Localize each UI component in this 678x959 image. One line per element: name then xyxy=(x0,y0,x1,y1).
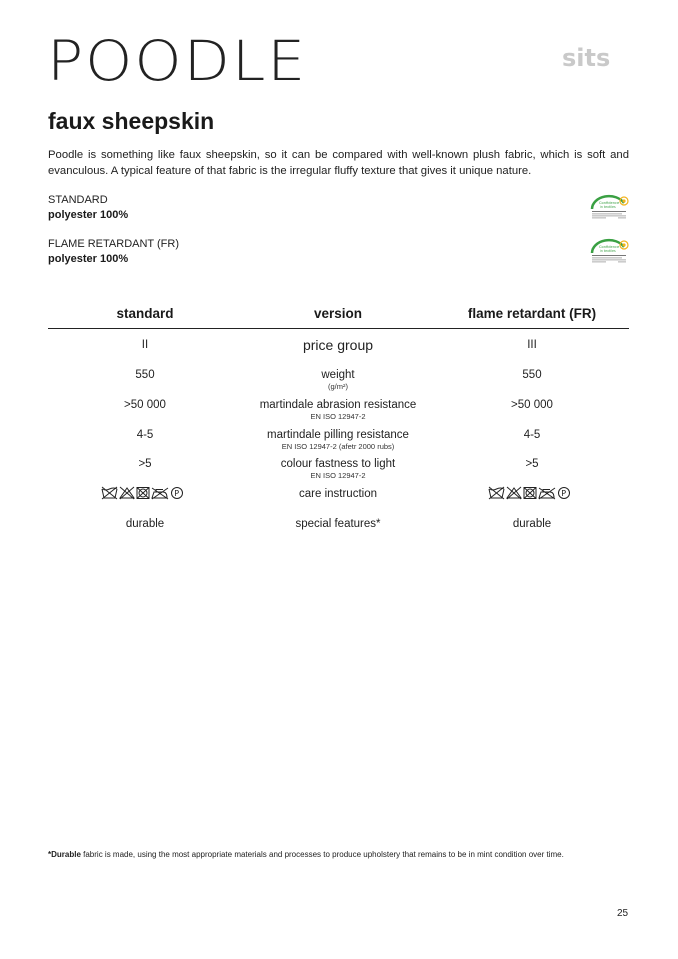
cell-standard: >5 xyxy=(138,458,152,470)
cell-fr: >5 xyxy=(525,458,539,470)
page-number: 25 xyxy=(617,908,629,919)
cell-standard: durable xyxy=(125,518,165,530)
variant-label: FLAME RETARDANT (FR) xyxy=(48,238,179,250)
footnote-text: fabric is made, using the most appropriate materials and processes to produce upholstery that remains to be in mint condition over time. xyxy=(80,850,564,859)
cell-version: martindale abrasion resistance EN ISO 12947-2 xyxy=(259,399,417,421)
spec-table-header xyxy=(48,306,629,329)
cell-standard: 550 xyxy=(135,369,155,381)
care-symbols-icon xyxy=(101,486,189,500)
variant-label: STANDARD xyxy=(48,194,108,206)
table-row xyxy=(48,487,629,513)
header-standard: standard xyxy=(116,306,174,321)
svg-text:in textiles: in textiles xyxy=(600,249,616,253)
svg-text:Confidence: Confidence xyxy=(599,201,620,205)
cell-fr: 4-5 xyxy=(523,429,541,441)
table-row xyxy=(48,517,629,543)
table-row xyxy=(48,368,629,394)
table-row xyxy=(48,457,629,483)
cell-version: weight (g/m²) xyxy=(321,369,355,391)
cell-standard: 4-5 xyxy=(136,429,154,441)
header-version: version xyxy=(313,306,363,321)
product-subtitle: faux sheepskin xyxy=(48,108,215,134)
svg-text:Confidence: Confidence xyxy=(599,245,620,249)
variant-composition: polyester 100% xyxy=(48,253,129,265)
cell-fr: durable xyxy=(512,518,552,530)
variant-composition: polyester 100% xyxy=(48,209,129,221)
svg-text:P: P xyxy=(561,489,567,498)
footnote xyxy=(48,850,564,859)
cell-version: special features* xyxy=(295,518,381,530)
variant-standard xyxy=(48,193,128,223)
cell-version: price group xyxy=(302,337,374,353)
brand-logo: sits xyxy=(562,44,611,72)
cell-version: care instruction xyxy=(299,488,377,500)
svg-text:in textiles: in textiles xyxy=(600,205,616,209)
variant-fr xyxy=(48,237,179,267)
cell-version: martindale pilling resistance EN ISO 12947-2 (afetr 2000 rubs) xyxy=(267,429,409,451)
svg-text:P: P xyxy=(174,489,180,498)
footnote-term: *Durable xyxy=(48,850,81,859)
oeko-tex-badge-icon xyxy=(588,238,630,264)
table-row xyxy=(48,338,629,364)
care-symbols-icon xyxy=(488,486,576,500)
header-fr: flame retardant (FR) xyxy=(467,306,597,321)
product-title: POODLE xyxy=(47,29,308,94)
cell-fr: >50 000 xyxy=(511,399,553,411)
table-row xyxy=(48,398,629,424)
intro-paragraph: Poodle is something like faux sheepskin, so it can be compared with well-known plush fabric, which is soft and evanculous. A typical feature of that fabric is the irregular fluffy texture that gives it unique nature. xyxy=(48,149,629,177)
table-row xyxy=(48,428,629,454)
cell-standard: >50 000 xyxy=(124,399,166,411)
cell-standard: II xyxy=(141,339,149,351)
cell-fr: 550 xyxy=(522,369,542,381)
oeko-tex-badge-icon xyxy=(588,194,630,220)
cell-version: colour fastness to light EN ISO 12947-2 xyxy=(280,458,396,480)
cell-fr: III xyxy=(527,339,537,351)
